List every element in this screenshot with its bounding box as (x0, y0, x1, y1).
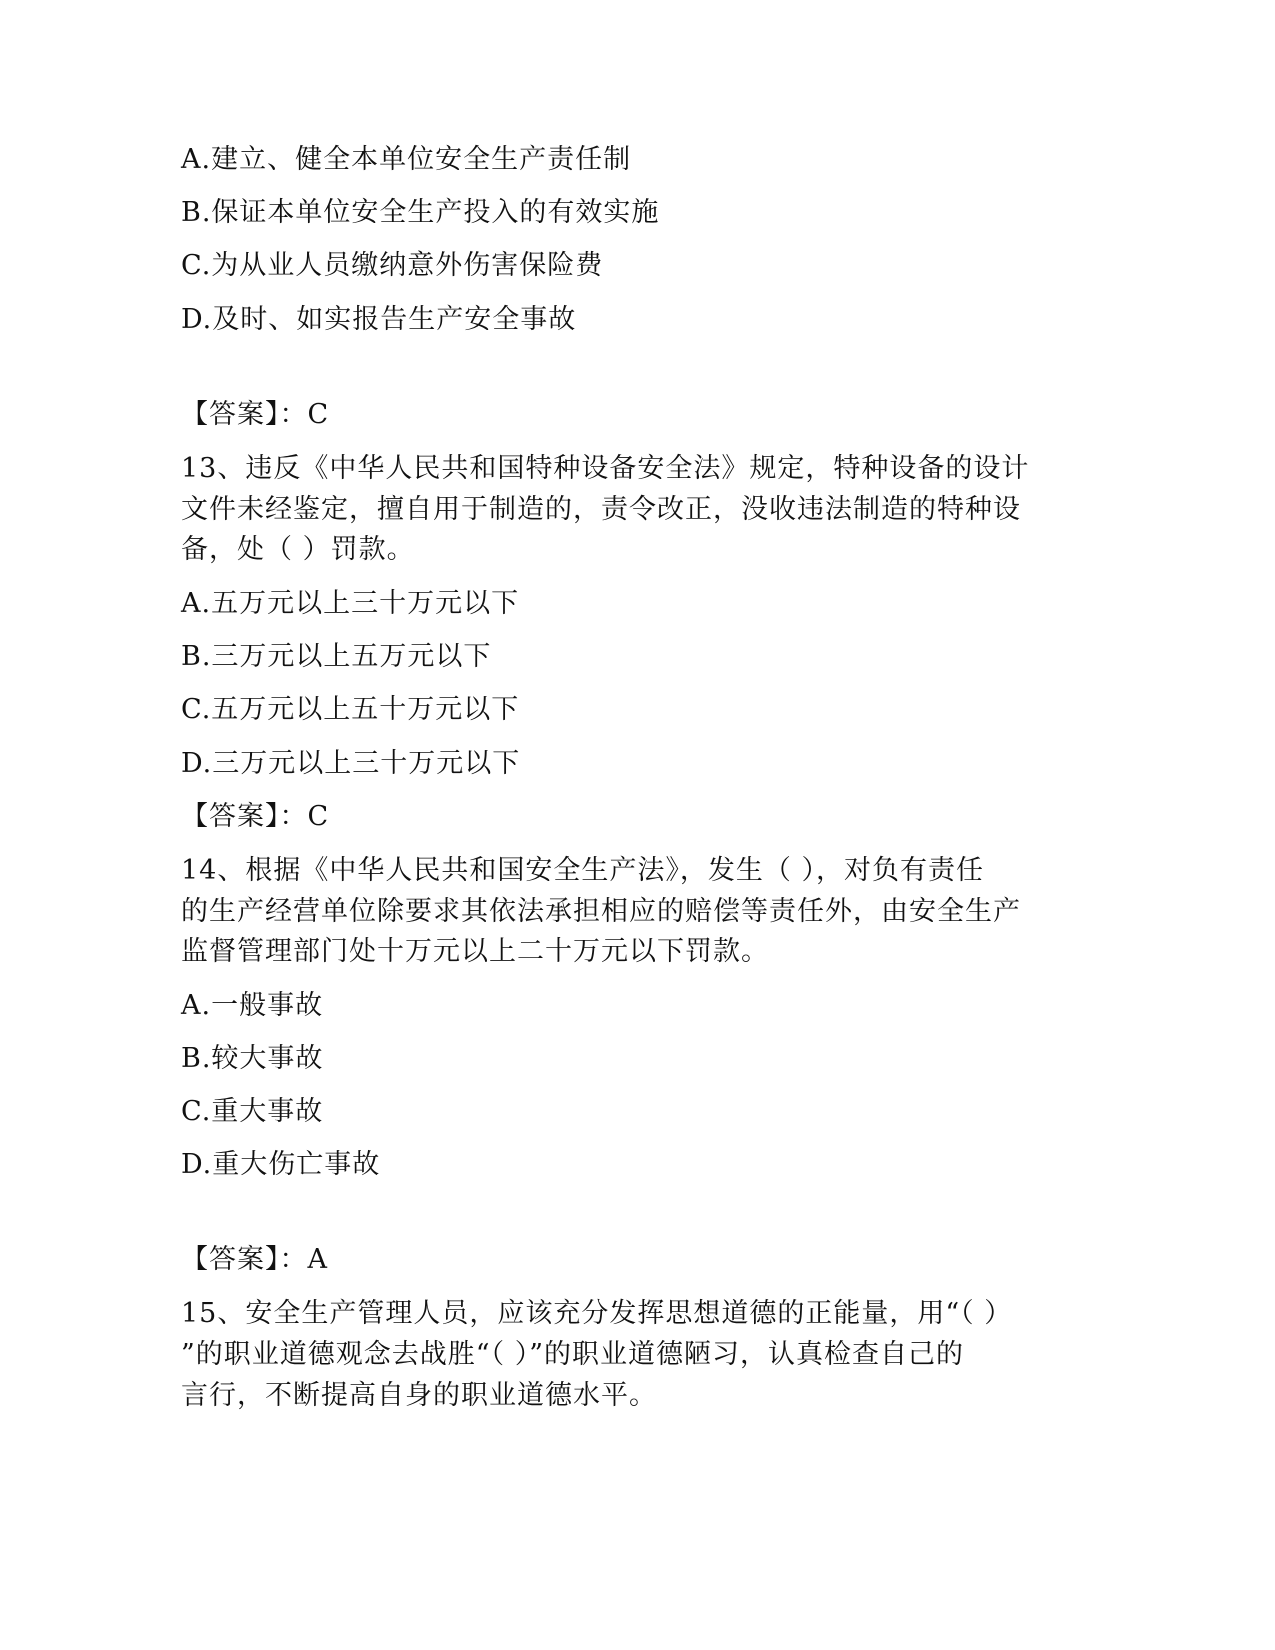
q14-option-d: D.重大伤亡事故 (181, 1149, 381, 1180)
q13-stem-line-1: 13、违反《中华人民共和国特种设备安全法》规定，特种设备的设计 (181, 453, 1030, 484)
q14-option-c: C.重大事故 (181, 1096, 324, 1127)
q12-option-c: C.为从业人员缴纳意外伤害保险费 (181, 250, 604, 281)
q13-stem-line-3: 备，处（ ）罚款。 (181, 534, 415, 565)
q14-option-b: B.较大事故 (181, 1043, 324, 1074)
q12-option-d: D.及时、如实报告生产安全事故 (181, 304, 577, 335)
q13-option-a: A.五万元以上三十万元以下 (181, 588, 520, 619)
q15-stem-line-2: ”的职业道德观念去战胜“（ ）”的职业道德陋习，认真检查自己的 (181, 1339, 964, 1370)
q14-answer: 【答案】：A (181, 1244, 328, 1275)
q13-stem-line-2: 文件未经鉴定，擅自用于制造的，责令改正，没收违法制造的特种设 (181, 494, 1021, 525)
q14-stem-line-3: 监督管理部门处十万元以上二十万元以下罚款。 (181, 936, 769, 967)
q15-stem-line-3: 言行，不断提高自身的职业道德水平。 (181, 1380, 657, 1411)
q13-option-c: C.五万元以上五十万元以下 (181, 694, 520, 725)
q15-stem-line-1: 15、安全生产管理人员，应该充分发挥思想道德的正能量，用“（ ） (181, 1298, 1013, 1329)
q12-option-b: B.保证本单位安全生产投入的有效实施 (181, 197, 660, 228)
q13-option-b: B.三万元以上五万元以下 (181, 641, 492, 672)
q14-stem-line-2: 的生产经营单位除要求其依法承担相应的赔偿等责任外，由安全生产 (181, 896, 1021, 927)
q14-stem-line-1: 14、根据《中华人民共和国安全生产法》，发生（ ），对负有责任 (181, 855, 984, 886)
q13-answer: 【答案】：C (181, 801, 330, 832)
q12-option-a: A.建立、健全本单位安全生产责任制 (181, 144, 632, 175)
q13-option-d: D.三万元以上三十万元以下 (181, 748, 521, 779)
q12-answer: 【答案】：C (181, 399, 330, 430)
q14-option-a: A.一般事故 (181, 990, 324, 1021)
